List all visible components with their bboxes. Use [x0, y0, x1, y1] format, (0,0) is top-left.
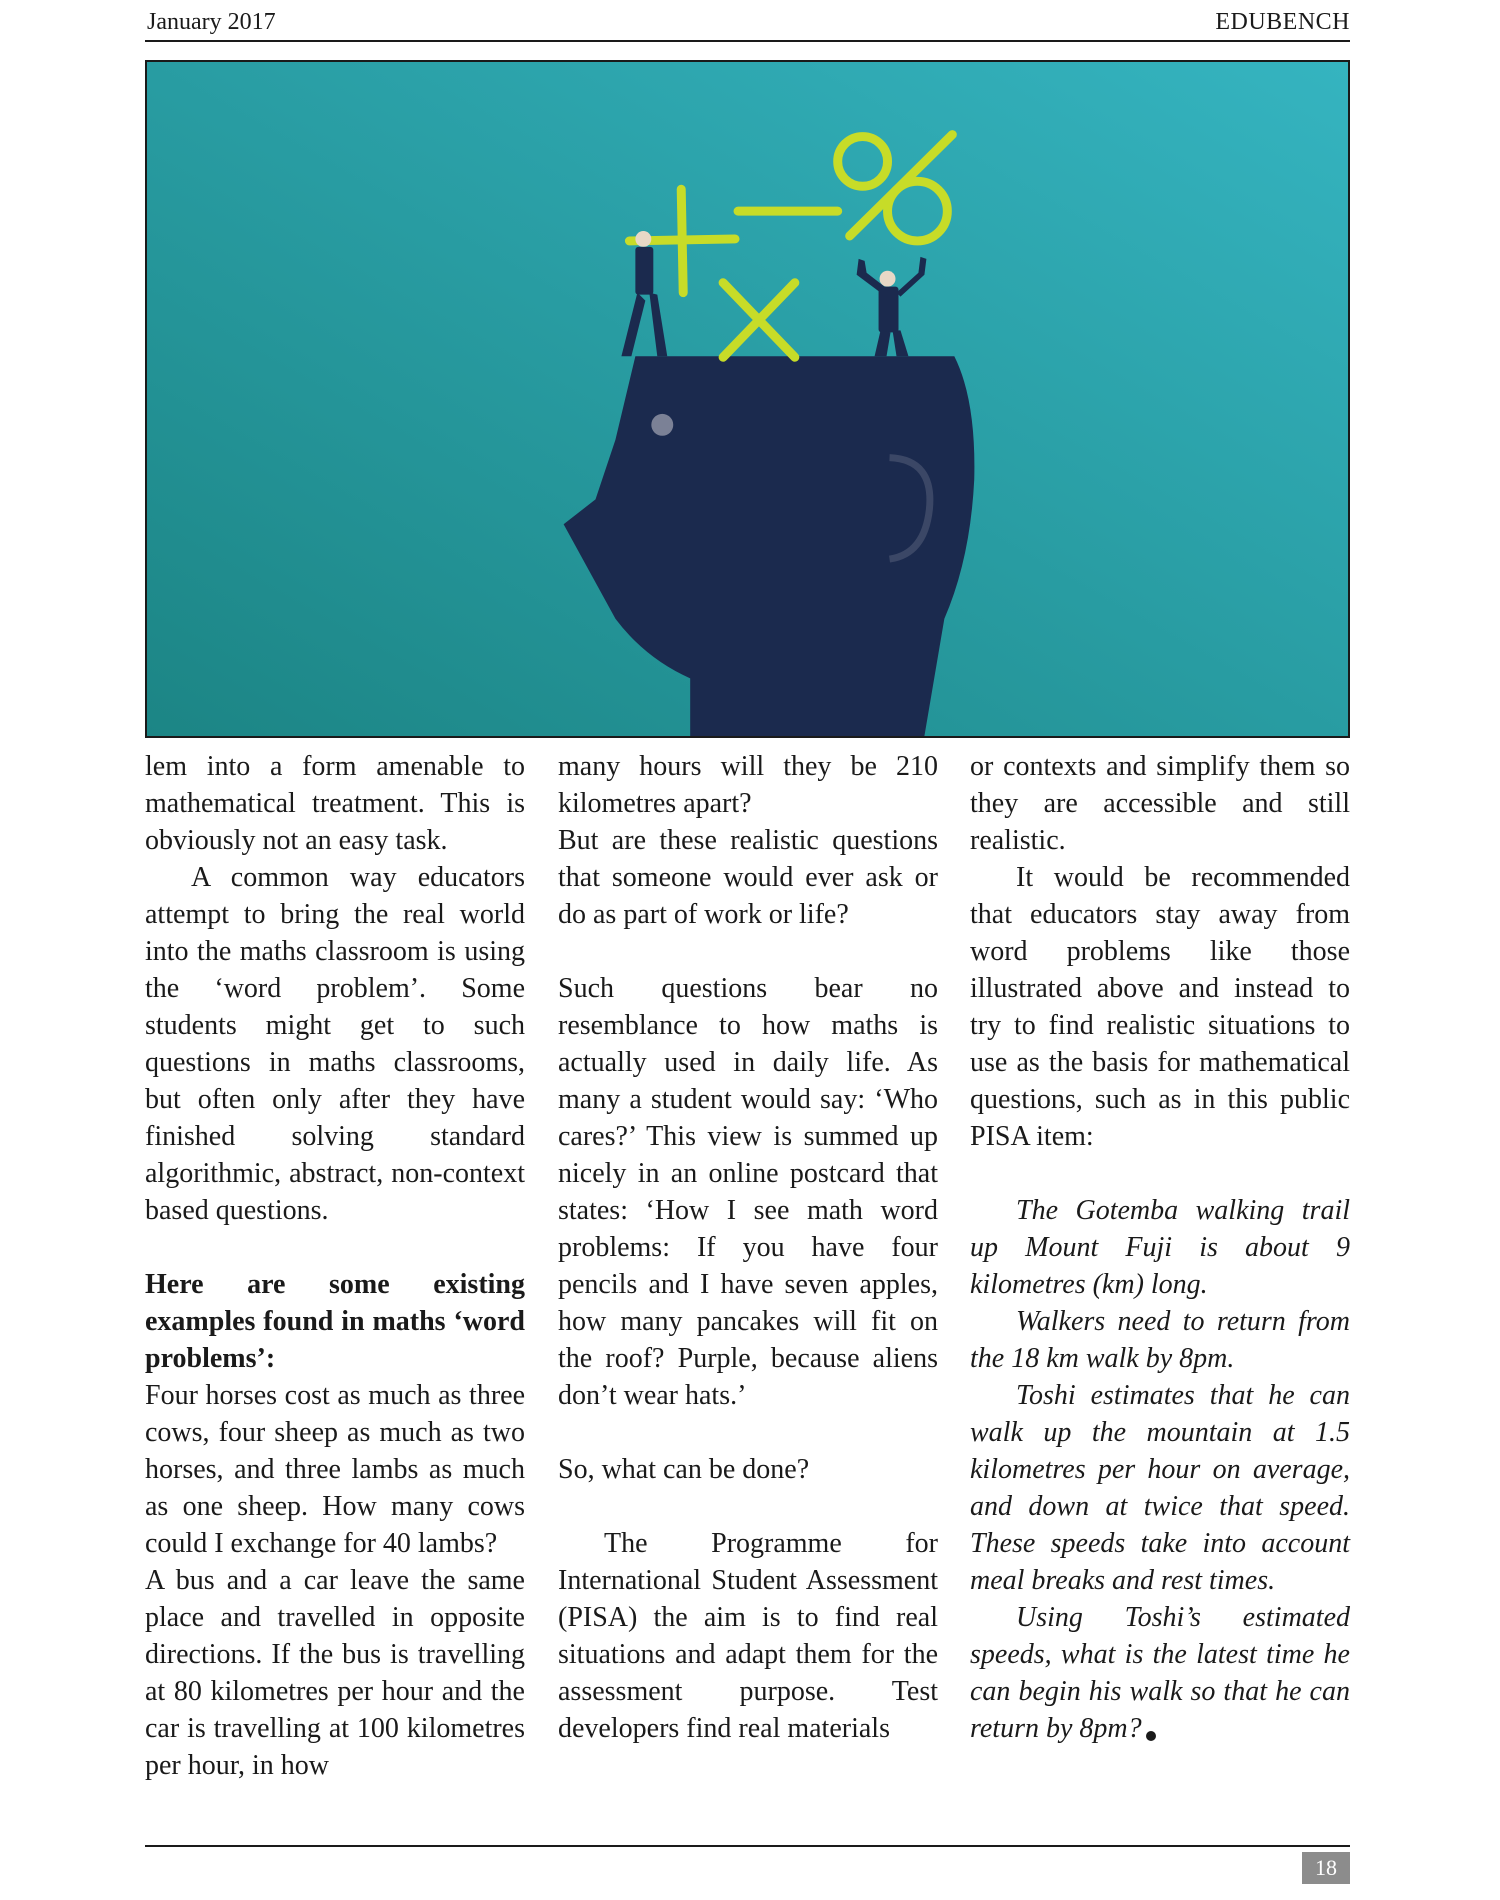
- paragraph: Such questions bear no resemblance to how maths is actually used in daily life. As many a student would say: ‘Who cares?’ This view is summed up nicely in an online postcard that states: ‘How I see math word problems: If you have four pencils and I have seven apples, how many pancakes will fit on the roof? Purple, because aliens don’t wear hats.’: [558, 973, 938, 1411]
- paragraph: lem into a form amenable to mathematical treatment. This is obviously not an easy task.: [145, 751, 525, 856]
- paragraph: The Programme for International Student Assessment (PISA) the aim is to find real situations and adapt them for the assessment purpose. Test developers find real materials: [558, 1528, 938, 1744]
- pisa-question-text: Using Toshi’s estimated speeds, what is the latest time he can begin his walk so that he can return by 8pm?: [970, 1602, 1350, 1744]
- paragraph: Four horses cost as much as three cows, four sheep as much as two horses, and three lambs as much as one sheep. How many cows could I exchange for 40 lambs?: [145, 1380, 525, 1559]
- paragraph: So, what can be done?: [558, 1454, 810, 1485]
- pisa-item-question: [970, 1599, 1350, 1747]
- issue-date: January 2017: [147, 9, 276, 35]
- head-with-maths-symbols-icon: [147, 62, 1348, 736]
- column-1: [145, 748, 525, 1784]
- pisa-item-text: Toshi estimates that he can walk up the mountain at 1.5 kilometres per hour on average, and down at twice that speed. These speeds take into account meal breaks and rest times.: [970, 1380, 1350, 1596]
- publication-name: EDUBENCH: [1215, 9, 1350, 35]
- head-eye: [651, 414, 673, 436]
- pisa-item-text: The Gotemba walking trail up Mount Fuji is about 9 kilometres (km) long.: [970, 1195, 1350, 1300]
- end-of-article-icon: [1146, 1731, 1156, 1741]
- hero-illustration: [145, 60, 1350, 738]
- footer-rule: [145, 1845, 1350, 1847]
- page-number: 18: [1302, 1852, 1350, 1884]
- column-2: [558, 748, 938, 1747]
- paragraph: A common way educators attempt to bring the real world into the maths classroom is using the ‘word problem’. Some students might get to such questions in maths classrooms, but often only after they have finished solving standard algorithmic, abstract, non-context based questions.: [145, 862, 525, 1226]
- paragraph: But are these realistic questions that someone would ever ask or do as part of work or life?: [558, 825, 938, 930]
- page-header: [145, 8, 1350, 42]
- pisa-item-text: Walkers need to return from the 18 km walk by 8pm.: [970, 1306, 1350, 1374]
- paragraph: It would be recommended that educators stay away from word problems like those illustrated above and instead to try to find realistic situations to use as the basis for mathematical questions, such as in this public PISA item:: [970, 862, 1350, 1152]
- section-heading: Here are some existing examples found in maths ‘word problems’:: [145, 1269, 525, 1374]
- paragraph: A bus and a car leave the same place and travelled in opposite directions. If the bus is travelling at 80 kilometres per hour and the car is travelling at 100 kilometres per hour, in how: [145, 1565, 525, 1781]
- paragraph: many hours will they be 210 kilometres apart?: [558, 751, 938, 819]
- column-3: [970, 748, 1350, 1747]
- paragraph: or contexts and simplify them so they are accessible and still realistic.: [970, 751, 1350, 856]
